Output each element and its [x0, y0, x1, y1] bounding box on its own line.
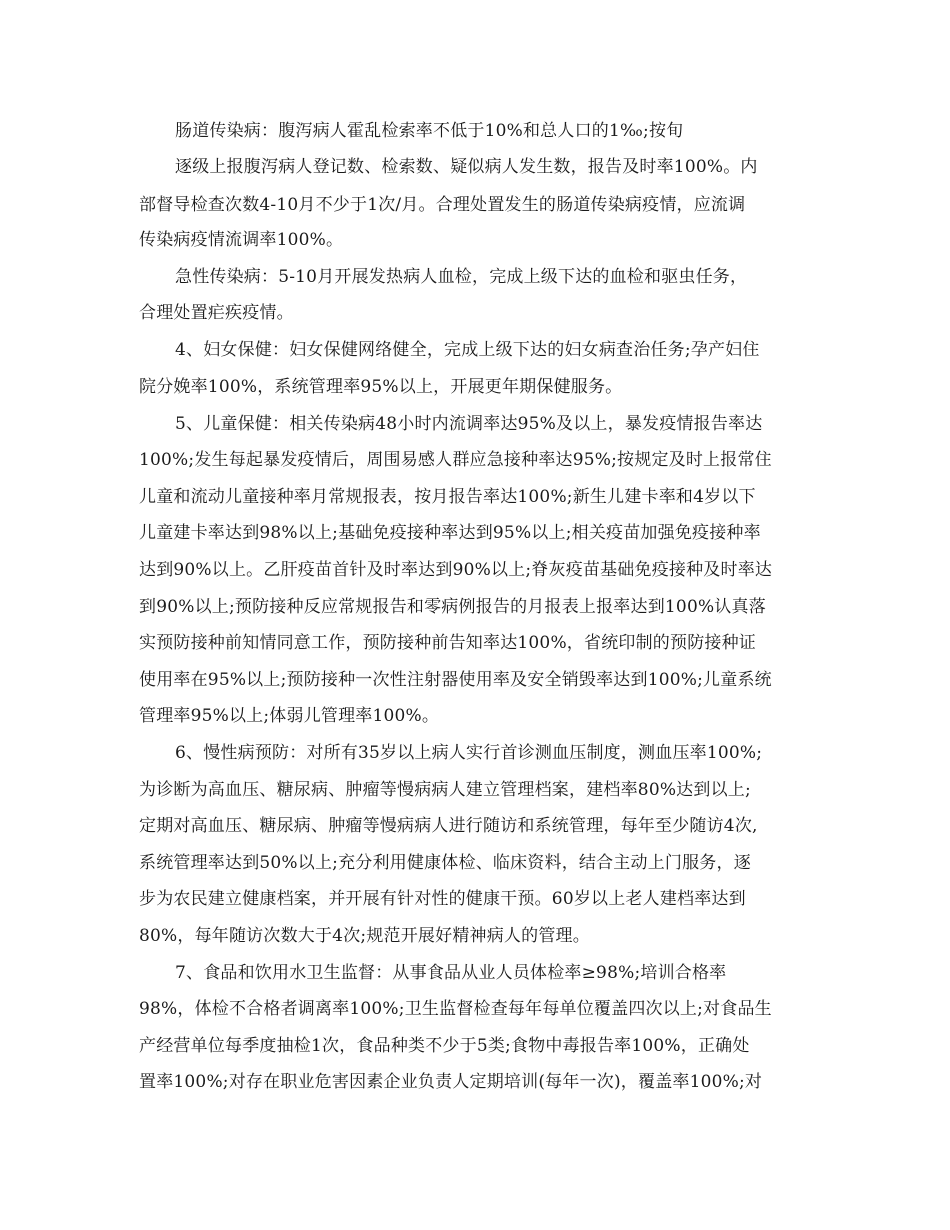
text-line: 儿童和流动儿童接种率月常规报表，按月报告率达100%;新生儿建卡率和4岁以下 — [139, 487, 756, 507]
text-line: 到90%以上;预防接种反应常规报告和零病例报告的月报表上报率达到100%认真落 — [139, 597, 766, 617]
text-line: 急性传染病：5-10月开展发热病人血检，完成上级下达的血检和驱虫任务， — [175, 267, 748, 287]
text-line: 传染病疫情流调率100%。 — [139, 230, 344, 250]
text-line: 部督导检查次数4-10月不少于1次/月。合理处置发生的肠道传染病疫情，应流调 — [139, 195, 746, 215]
text-line: 100%;发生每起暴发疫情后，周围易感人群应急接种率达95%;按规定及时上报常住 — [139, 450, 772, 470]
text-line: 产经营单位每季度抽检1次，食品种类不少于5类;食物中毒报告率100%，正确处 — [139, 1036, 750, 1056]
text-line: 使用率在95%以上;预防接种一次性注射器使用率及安全销毁率达到100%;儿童系统 — [139, 670, 772, 690]
text-line: 7、食品和饮用水卫生监督：从事食品从业人员体检率≥98%;培训合格率 — [175, 963, 727, 983]
text-line: 管理率95%以上;体弱儿管理率100%。 — [139, 706, 440, 726]
text-line: 合理处置疟疾疫情。 — [139, 303, 294, 323]
text-line: 98%，体检不合格者调离率100%;卫生监督检查每年每单位覆盖四次以上;对食品生 — [139, 999, 772, 1019]
text-line: 肠道传染病：腹泻病人霍乱检索率不低于10%和总人口的1‰;按旬 — [175, 121, 684, 141]
text-line: 实预防接种前知情同意工作，预防接种前告知率达100%，省统印制的预防接种证 — [139, 633, 756, 653]
text-line: 达到90%以上。乙肝疫苗首针及时率达到90%以上;脊灰疫苗基础免疫接种及时率达 — [139, 560, 773, 580]
text-line: 步为农民建立健康档案，并开展有针对性的健康干预。60岁以上老人建档率达到 — [139, 889, 746, 909]
text-line: 为诊断为高血压、糖尿病、肿瘤等慢病病人建立管理档案，建档率80%达到以上; — [139, 780, 751, 800]
text-line: 5、儿童保健：相关传染病48小时内流调率达95%及以上，暴发疫情报告率达 — [175, 414, 763, 434]
text-line: 儿童建卡率达到98%以上;基础免疫接种率达到95%以上;相关疫苗加强免疫接种率 — [139, 523, 761, 543]
text-line: 定期对高血压、糖尿病、肿瘤等慢病病人进行随访和系统管理，每年至少随访4次, — [139, 816, 758, 836]
text-line: 4、妇女保健：妇女保健网络健全，完成上级下达的妇女病查治任务;孕产妇住 — [175, 340, 760, 360]
text-line: 逐级上报腹泻病人登记数、检索数、疑似病人发生数，报告及时率100%。内 — [175, 157, 758, 177]
text-line: 系统管理率达到50%以上;充分利用健康体检、临床资料，结合主动上门服务，逐 — [139, 853, 751, 873]
text-line: 6、慢性病预防：对所有35岁以上病人实行首诊测血压制度，测血压率100%; — [175, 743, 763, 763]
text-line: 80%，每年随访次数大于4次;规范开展好精神病人的管理。 — [139, 926, 590, 946]
text-line: 置率100%;对存在职业危害因素企业负责人定期培训(每年一次)，覆盖率100%;对 — [139, 1072, 763, 1092]
text-line: 院分娩率100%，系统管理率95%以上，开展更年期保健服务。 — [139, 377, 623, 397]
